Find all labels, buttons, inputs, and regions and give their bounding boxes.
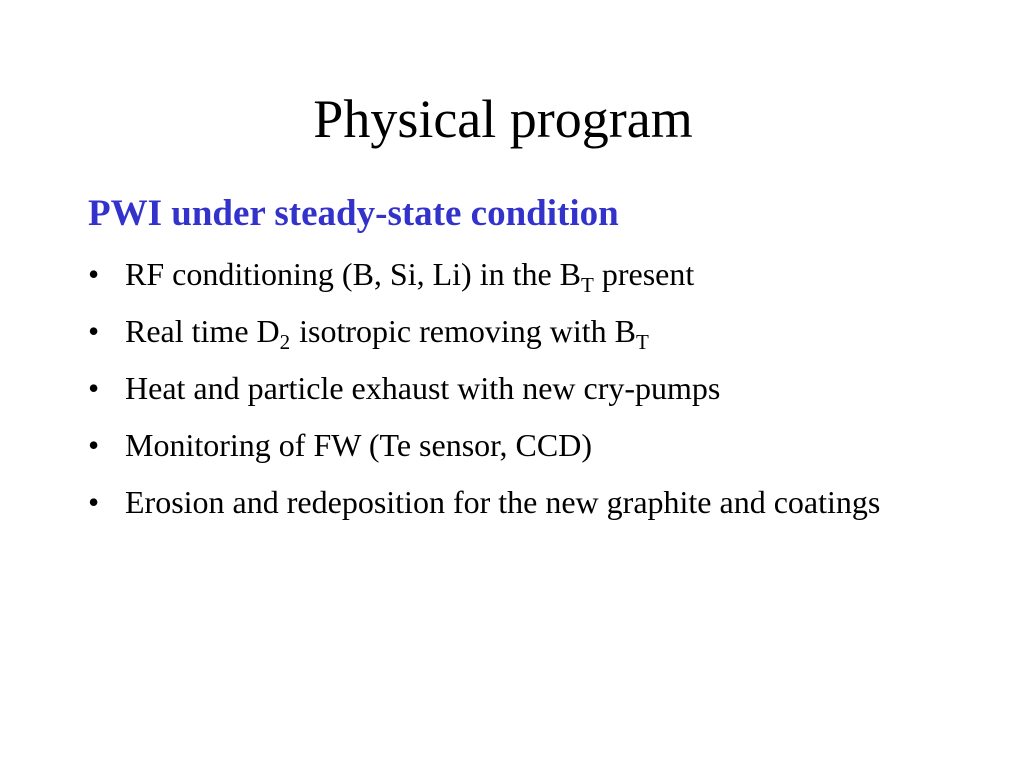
bullet-item [88, 309, 888, 354]
bullet-text-segment: present [593, 256, 695, 292]
bullet-item [88, 366, 888, 411]
bullet-list [88, 252, 888, 537]
bullet-marker: • [88, 484, 100, 520]
subscript: T [581, 273, 594, 297]
bullet-text [125, 313, 649, 354]
bullet-marker: • [88, 313, 100, 349]
bullet-text-segment: Erosion and redeposition for the new graphite and coatings [125, 484, 881, 520]
bullet-item [88, 423, 888, 468]
section-heading: PWI under steady-state condition [88, 193, 619, 234]
bullet-text [125, 427, 592, 463]
bullet-text-segment: RF conditioning (B, Si, Li) in the B [125, 256, 582, 292]
bullet-marker: • [88, 427, 100, 463]
bullet-text-segment: isotropic removing with B [299, 313, 636, 349]
subscript: T [635, 330, 649, 354]
bullet-item [88, 252, 888, 297]
bullet-marker: • [88, 256, 100, 292]
bullet-text-segment: Monitoring of FW (Te sensor, CCD) [125, 427, 592, 463]
bullet-text-segment: Real time D [125, 313, 280, 349]
bullet-marker: • [88, 370, 100, 406]
bullet-text-segment: Heat and particle exhaust with new cry-pumps [125, 370, 721, 406]
slide-title: Physical program [313, 89, 693, 149]
bullet-text [125, 256, 695, 297]
bullet-text [125, 370, 720, 406]
bullet-text [125, 484, 880, 520]
bullet-item [88, 480, 888, 525]
subscript: 2 [279, 330, 291, 354]
